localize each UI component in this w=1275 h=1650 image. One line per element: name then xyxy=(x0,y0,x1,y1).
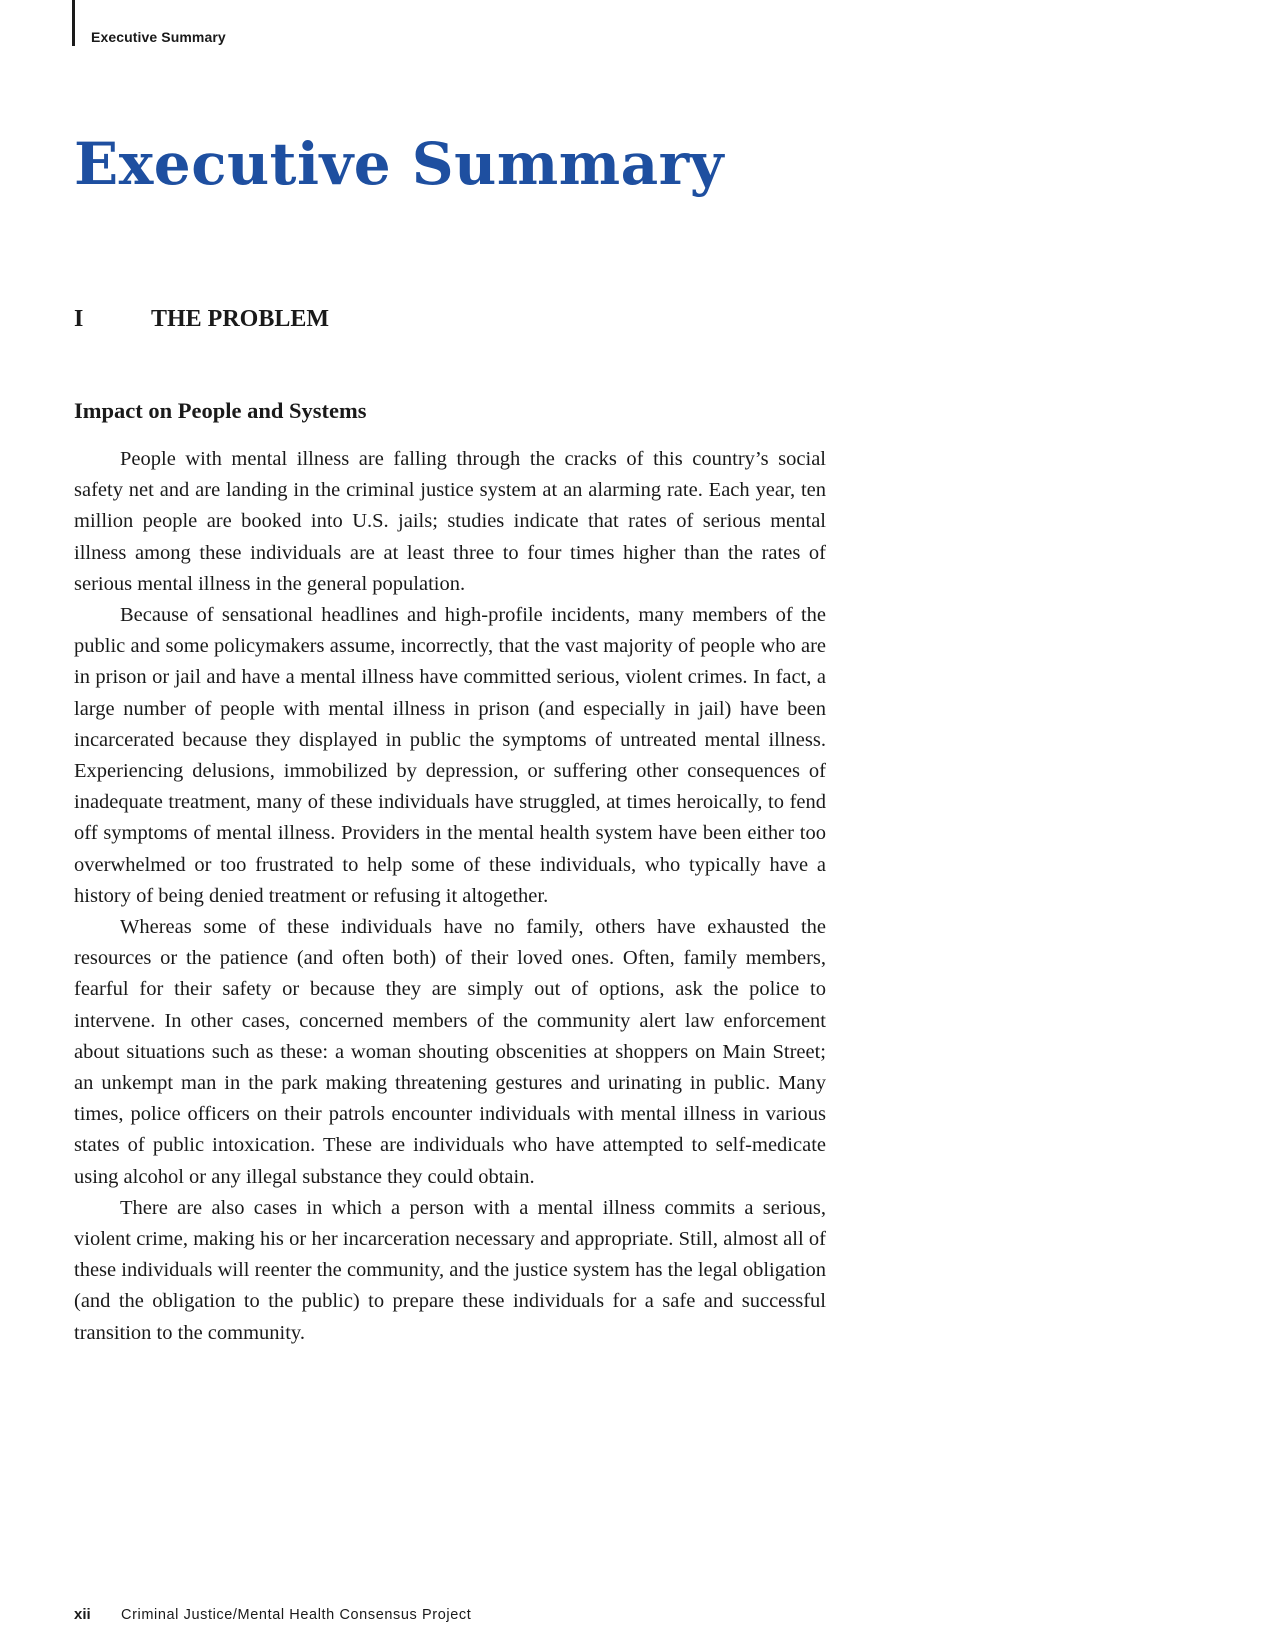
page-title: Executive Summary xyxy=(74,130,724,198)
running-header: Executive Summary xyxy=(91,29,226,45)
paragraph: There are also cases in which a person with a mental illness commits a serious, violent crime, making his or her incarceration necessary and appropriate. Still, almost all of these individuals will reenter the community, and the justice system has the legal obligation (and the obligation to the public) to prepare these individuals for a safe and successful transition to the community. xyxy=(74,1196,826,1344)
paragraph: People with mental illness are falling through the cracks of this country’s social safety net and are landing in the criminal justice system at an alarming rate. Each year, ten million people are booked into U.S. jails; studies indicate that rates of serious mental illness among these individuals are at least three to four times higher than the rates of serious mental illness in the general population. xyxy=(74,448,826,595)
header-rule xyxy=(72,0,75,46)
page-number: xii xyxy=(74,1606,91,1623)
body-text xyxy=(74,444,826,1349)
page-footer xyxy=(74,1606,471,1623)
paragraph: Because of sensational headlines and high-profile incidents, many members of the public and some policymakers assume, incorrectly, that the vast majority of people who are in prison or jail and have a mental illness have committed serious, violent crimes. In fact, a large number of people with mental illness in prison (and especially in jail) have been incarcerated because they displayed in public the symptoms of untreated mental illness. Experiencing delusions, immobilized by depression, or suffering other consequences of inadequate treatment, many of these individuals have struggled, at times heroically, to fend off symptoms of mental illness. Providers in the mental health system have been either too overwhelmed or too frustrated to help some of these individuals, who typically have a history of being denied treatment or refusing it altogether. xyxy=(74,604,826,907)
subsection-heading: Impact on People and Systems xyxy=(74,398,367,423)
paragraph: Whereas some of these individuals have no family, others have exhausted the resources or the patience (and often both) of their loved ones. Often, family members, fearful for their safety or because they are simply out of options, ask the police to intervene. In other cases, concerned members of the community alert law enforcement about situations such as these: a woman shouting obscenities at shoppers on Main Street; an unkempt man in the park making threatening gestures and urinating in public. Many times, police officers on their patrols encounter individuals with mental illness in various states of public intoxication. These are individuals who have attempted to self-medicate using alcohol or any illegal substance they could obtain. xyxy=(74,916,826,1188)
section-number: I xyxy=(74,306,84,332)
publication-title: Criminal Justice/Mental Health Consensus Project xyxy=(121,1607,472,1623)
section-title: THE PROBLEM xyxy=(151,306,330,332)
section-heading xyxy=(74,307,329,331)
